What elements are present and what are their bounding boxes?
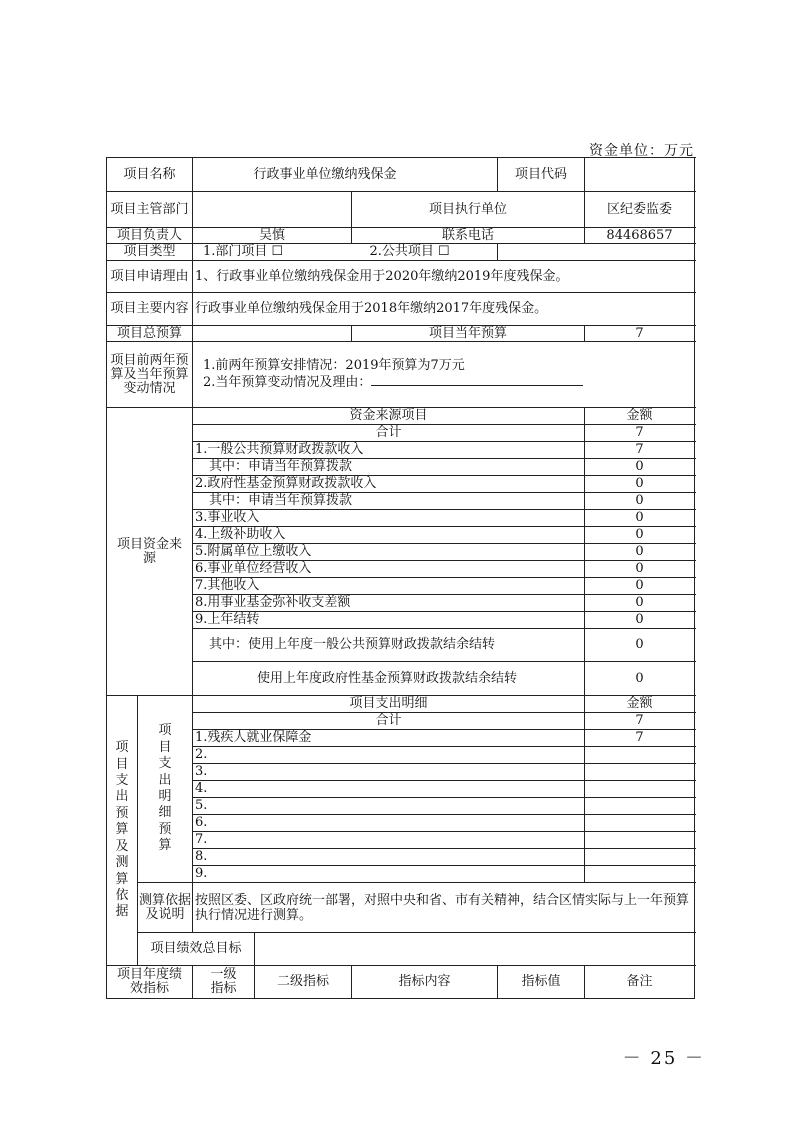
expense-item-label: 5. [193, 798, 585, 815]
funding-item-label: 其中：申请当年预算拨款 [193, 493, 585, 510]
page-number: － 25 － [622, 1048, 705, 1069]
expense-item-value [585, 747, 695, 764]
option-department-project[interactable]: 1.部门项目 ☐ [203, 244, 284, 259]
table-row [107, 493, 695, 510]
row-measurement-basis [107, 883, 695, 933]
funding-item-label: 3.事业收入 [193, 510, 585, 527]
funding-item-label: 9.上年结转 [193, 612, 585, 629]
funding-item-value: 7 [585, 425, 695, 442]
project-name-label: 项目名称 [107, 158, 193, 192]
expense-item-label: 1.残疾人就业保障金 [193, 730, 585, 747]
expense-header-row [107, 696, 695, 713]
expense-item-value [585, 781, 695, 798]
row-application-reason [107, 261, 695, 293]
expense-item-value [585, 798, 695, 815]
funding-item-value: 7 [585, 442, 695, 459]
performance-goal-label: 项目绩效总目标 [138, 933, 255, 966]
funding-source-label: 项目资金来源 [107, 408, 193, 696]
expense-item-label: 9. [193, 866, 585, 883]
table-row [107, 662, 695, 696]
measurement-basis-value: 按照区委、区政府统一部署，对照中央和省、市有关精神，结合区情实际与上一年预算执行情况进行测算。 [193, 883, 695, 933]
expense-item-value: 7 [585, 730, 695, 747]
table-row [107, 442, 695, 459]
expense-inner-label-cell [138, 696, 193, 883]
funding-item-label: 6.事业单位经营收入 [193, 561, 585, 578]
table-row [107, 561, 695, 578]
total-budget-label: 项目总预算 [107, 326, 193, 342]
expense-item-label: 4. [193, 781, 585, 798]
phone-label: 联系电话 [352, 228, 585, 244]
expense-item-value [585, 849, 695, 866]
department-label: 项目主管部门 [107, 192, 193, 228]
funding-item-label: 5.附属单位上缴收入 [193, 544, 585, 561]
funding-item-value: 0 [585, 544, 695, 561]
expense-item-value [585, 815, 695, 832]
funding-item-value: 0 [585, 578, 695, 595]
funding-item-value: 0 [585, 459, 695, 476]
department-value [193, 192, 352, 228]
funding-item-value: 0 [585, 510, 695, 527]
expense-outer-label-cell [107, 696, 138, 966]
row-performance-goal [107, 933, 695, 966]
table-row [107, 815, 695, 832]
funding-item-value: 0 [585, 561, 695, 578]
row-main-content [107, 293, 695, 326]
performance-indicators-label: 项目年度绩效指标 [107, 966, 193, 999]
executing-unit-label: 项目执行单位 [352, 192, 585, 228]
phone-value: 84468657 [585, 228, 695, 244]
expense-item-value: 7 [585, 713, 695, 730]
application-reason-label: 项目申请理由 [107, 261, 193, 293]
expense-item-label: 6. [193, 815, 585, 832]
funding-item-label: 其中：使用上年度一般公共预算财政拨款结余结转 [193, 629, 585, 662]
budget-changes-content [193, 342, 695, 408]
executing-unit-value: 区纪委监委 [585, 192, 695, 228]
row-performance-indicators [107, 966, 695, 999]
main-content-label: 项目主要内容 [107, 293, 193, 326]
expense-item-value [585, 832, 695, 849]
table-row [107, 595, 695, 612]
row-department [107, 192, 695, 228]
table-row [107, 747, 695, 764]
project-code-label: 项目代码 [498, 158, 585, 192]
funding-item-label: 4.上级补助收入 [193, 527, 585, 544]
row-project-type [107, 244, 695, 261]
funding-item-label: 8.用事业基金弥补收支差额 [193, 595, 585, 612]
current-year-change-line [203, 373, 692, 390]
indicator-remark-header: 备注 [585, 966, 695, 999]
table-row [107, 578, 695, 595]
current-year-budget-value: 7 [585, 326, 695, 342]
funding-item-value: 0 [585, 493, 695, 510]
project-type-label: 项目类型 [107, 244, 193, 261]
current-year-budget-label: 项目当年预算 [352, 326, 585, 342]
table-row [107, 849, 695, 866]
project-budget-form [106, 157, 695, 999]
fill-in-line [371, 373, 583, 386]
funding-item-label: 7.其他收入 [193, 578, 585, 595]
table-row [107, 713, 695, 730]
funding-item-label: 其中：申请当年预算拨款 [193, 459, 585, 476]
funding-item-label: 合计 [193, 425, 585, 442]
person-in-charge-value: 吴慎 [193, 228, 352, 244]
expense-item-label: 8. [193, 849, 585, 866]
table-row [107, 629, 695, 662]
table-row [107, 544, 695, 561]
currency-unit-label: 资金单位：万元 [589, 143, 694, 159]
table-row [107, 832, 695, 849]
indicator-value-header: 指标值 [498, 966, 585, 999]
funding-item-value: 0 [585, 629, 695, 662]
total-budget-value [193, 326, 352, 342]
table-row [107, 781, 695, 798]
previous-years-budget-line: 1.前两年预算安排情况：2019年预算为7万元 [203, 358, 465, 373]
funding-header-item: 资金来源项目 [193, 408, 585, 425]
indicator-level1-header: 一级指标 [193, 966, 255, 999]
table-row [107, 612, 695, 629]
funding-item-label: 2.政府性基金预算财政拨款收入 [193, 476, 585, 493]
project-type-options [193, 244, 498, 261]
indicator-content-header: 指标内容 [352, 966, 498, 999]
table-row [107, 425, 695, 442]
funding-item-label: 使用上年度政府性基金预算财政拨款结余结转 [193, 662, 585, 696]
current-year-change-text: 2.当年预算变动情况及理由： [203, 375, 372, 390]
table-row [107, 476, 695, 493]
funding-header-amount: 金额 [585, 408, 695, 425]
person-in-charge-label: 项目负责人 [107, 228, 193, 244]
expense-item-label: 2. [193, 747, 585, 764]
budget-changes-label: 项目前两年预算及当年预算变动情况 [107, 342, 193, 408]
expense-item-value [585, 866, 695, 883]
expense-header-item: 项目支出明细 [193, 696, 585, 713]
table-row [107, 510, 695, 527]
expense-inner-label: 项目支出明细预算 [158, 723, 172, 854]
expense-item-label: 合计 [193, 713, 585, 730]
project-name-value: 行政事业单位缴纳残保金 [193, 158, 498, 192]
expense-outer-label: 项目支出预算及测算依据 [115, 740, 129, 920]
expense-item-label: 7. [193, 832, 585, 849]
funding-item-value: 0 [585, 612, 695, 629]
table-row [107, 527, 695, 544]
row-total-budget [107, 326, 695, 342]
measurement-basis-label: 测算依据及说明 [138, 883, 193, 933]
row-project-name [107, 158, 695, 192]
expense-item-value [585, 764, 695, 781]
expense-header-amount: 金额 [585, 696, 695, 713]
performance-goal-value [255, 933, 695, 966]
funding-item-value: 0 [585, 527, 695, 544]
project-code-value [585, 158, 695, 192]
table-row [107, 798, 695, 815]
expense-item-label: 3. [193, 764, 585, 781]
indicator-level2-header: 二级指标 [255, 966, 352, 999]
application-reason-value: 1、行政事业单位缴纳残保金用于2020年缴纳2019年度残保金。 [193, 261, 695, 293]
funding-item-value: 0 [585, 595, 695, 612]
table-row [107, 764, 695, 781]
funding-item-value: 0 [585, 662, 695, 696]
table-row [107, 459, 695, 476]
row-person [107, 228, 695, 244]
main-content-value: 行政事业单位缴纳残保金用于2018年缴纳2017年度残保金。 [193, 293, 695, 326]
funding-item-label: 1.一般公共预算财政拨款收入 [193, 442, 585, 459]
row-budget-changes [107, 342, 695, 408]
funding-header-row [107, 408, 695, 425]
table-row [107, 730, 695, 747]
funding-item-value: 0 [585, 476, 695, 493]
option-public-project[interactable]: 2.公共项目 ☐ [369, 244, 450, 259]
table-row [107, 866, 695, 883]
